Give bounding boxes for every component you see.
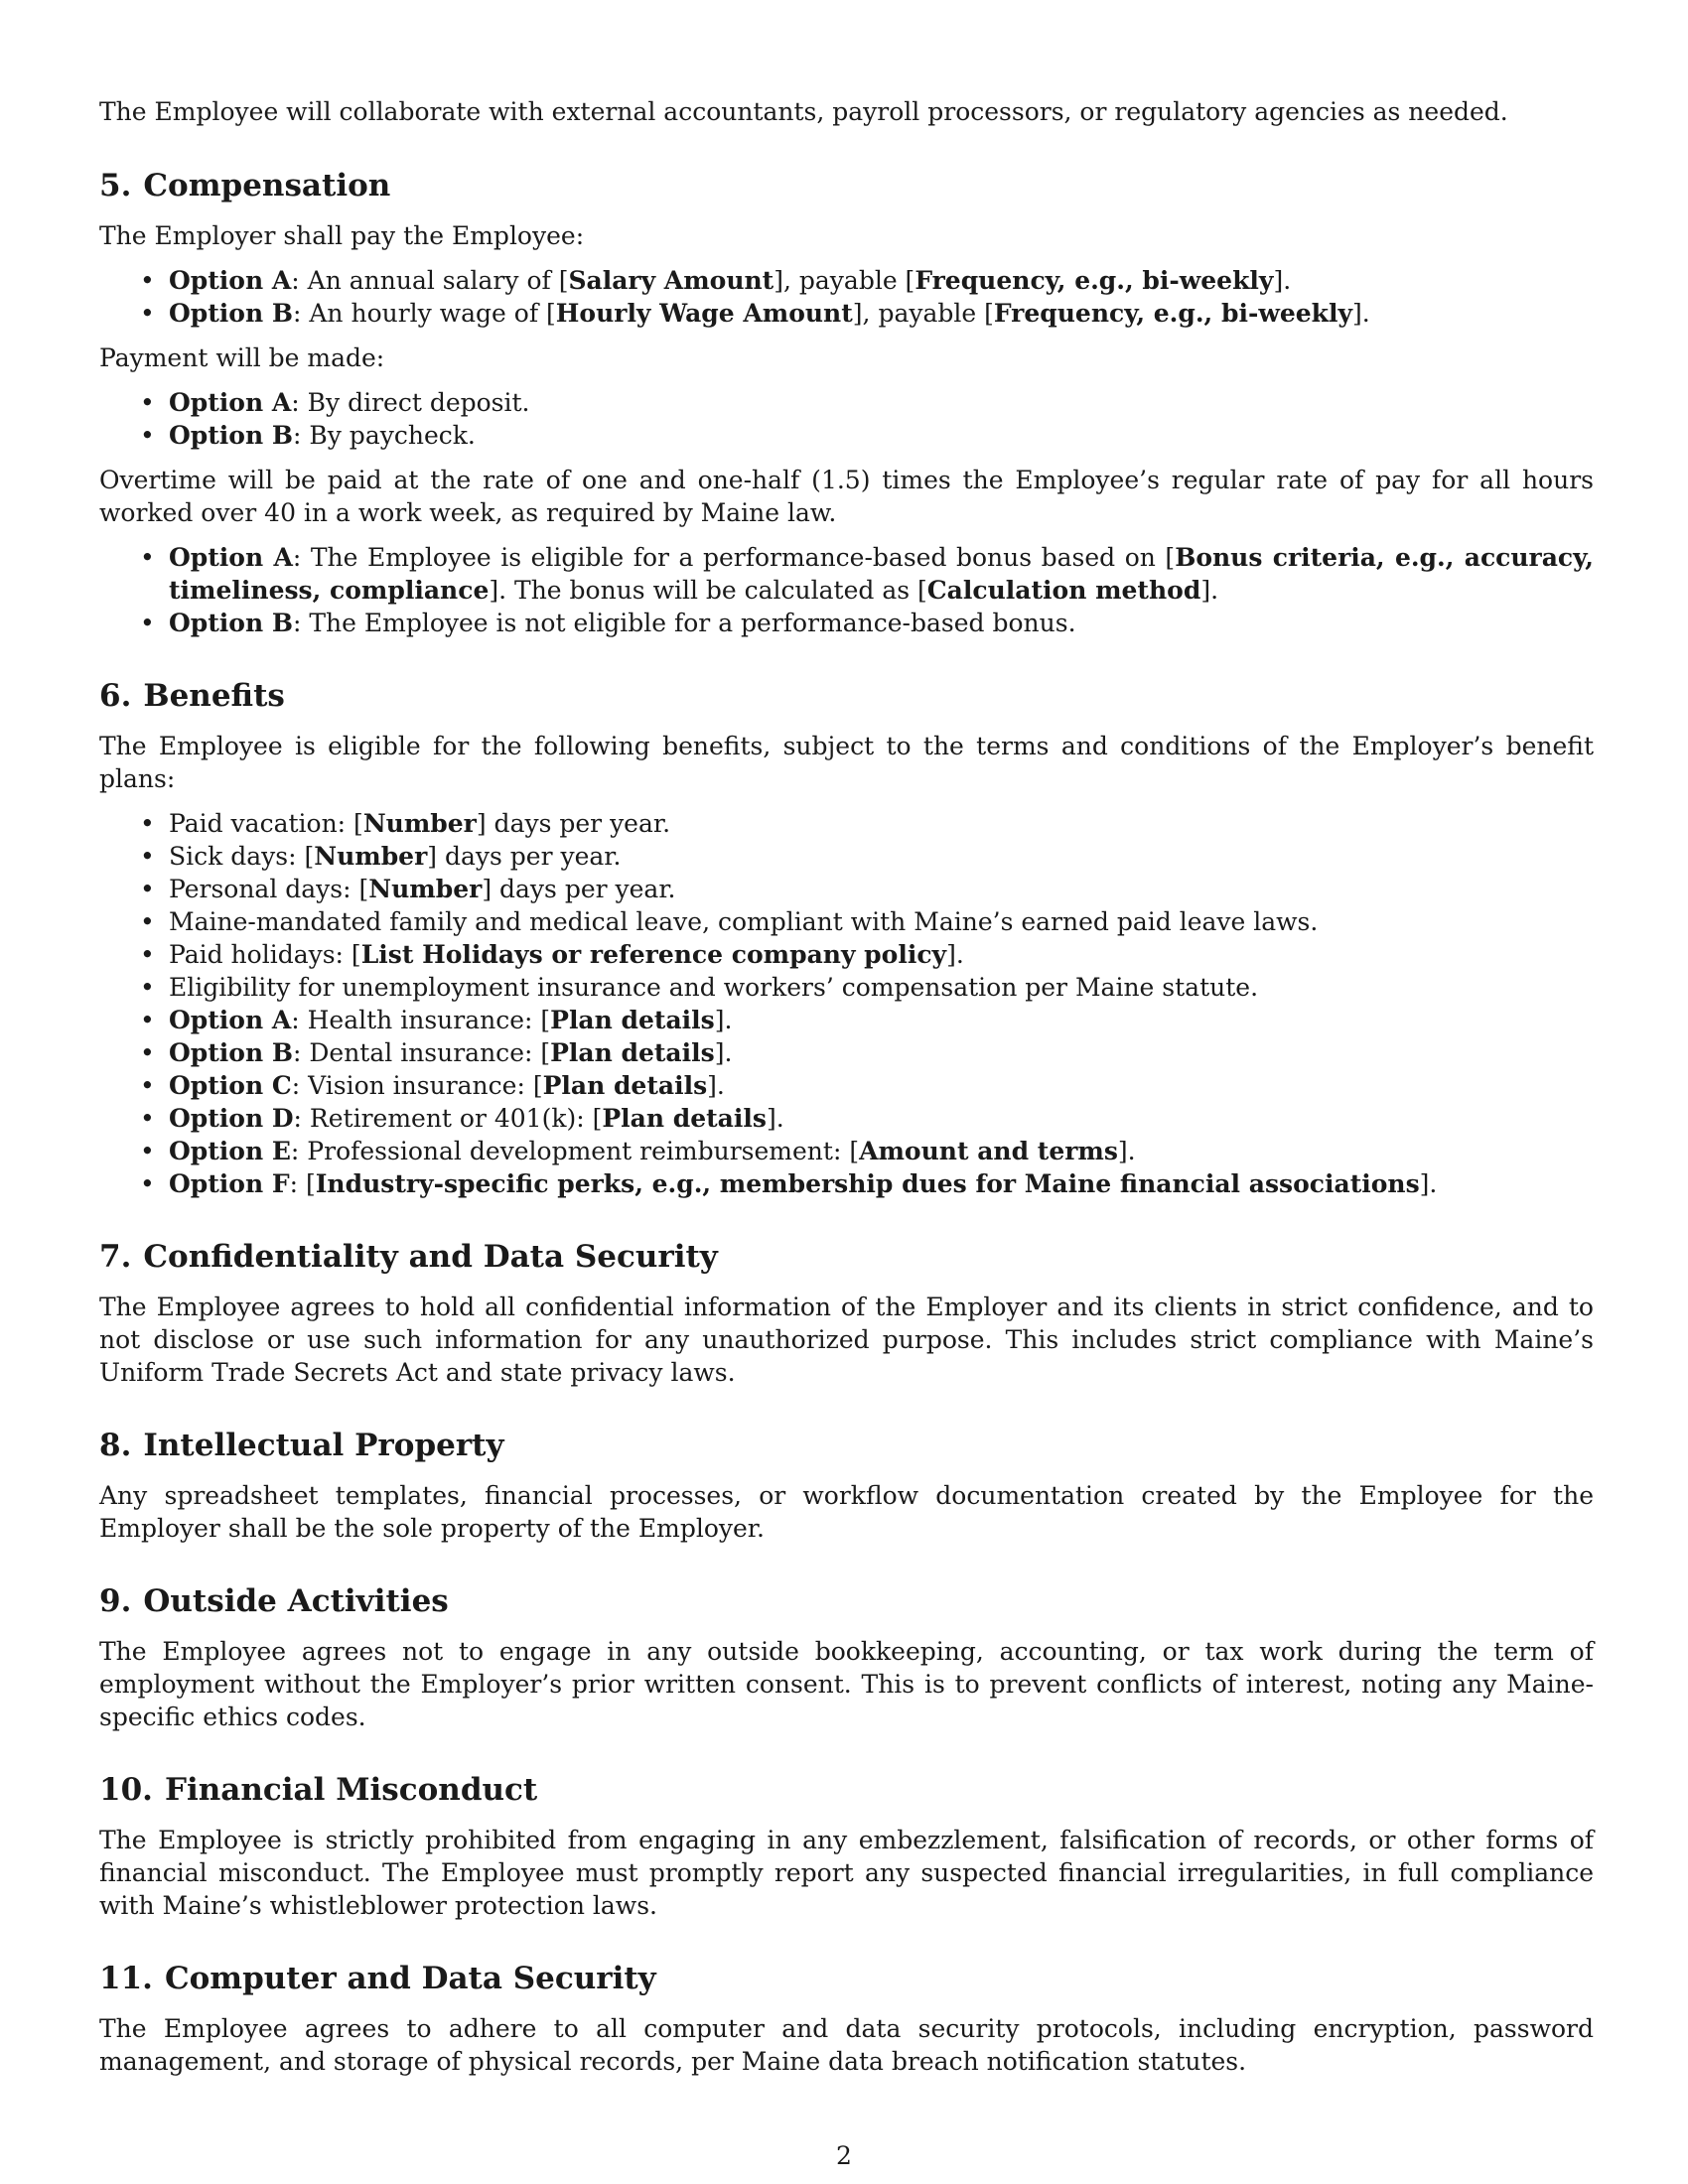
text-run: Sick days: [ xyxy=(169,842,315,871)
section-9 xyxy=(99,1581,1594,1733)
bold-run: Plan details xyxy=(602,1104,767,1133)
bold-run: Bonus criteria, e.g., accuracy, timeliness, compliance xyxy=(169,543,1594,605)
text-run: The Employee agrees to hold all confidential information of the Employer and its clients in strict confidence, and to not disclose or use such information for any unauthorized purpose. This includes strict compliance with Maine’s Uniform Trade Secrets Act and state privacy laws. xyxy=(99,1293,1594,1387)
bold-run: Option A xyxy=(169,266,292,295)
section-5 xyxy=(99,166,1594,639)
list-item xyxy=(99,1069,1594,1102)
bold-run: Option B xyxy=(169,609,293,637)
bullet-list xyxy=(99,541,1594,639)
bold-run: Frequency, e.g., bi-weekly xyxy=(914,266,1274,295)
list-item xyxy=(99,971,1594,1004)
text-run: The Employee agrees not to engage in any outside bookkeeping, accounting, or tax work during the term of employment without the Employer’s prior written consent. This is to prevent conflicts of interest, noting any Maine-specific ethics codes. xyxy=(99,1637,1594,1731)
list-item xyxy=(99,873,1594,905)
list-item xyxy=(99,1135,1594,1167)
body-paragraph xyxy=(99,1635,1594,1733)
body-paragraph xyxy=(99,1291,1594,1389)
bold-run: Option B xyxy=(169,299,293,328)
section-title: Computer and Data Security xyxy=(164,1961,656,1996)
text-run: : Health insurance: [ xyxy=(291,1006,551,1034)
body-paragraph xyxy=(99,464,1594,529)
text-run: The Employee is eligible for the following benefits, subject to the terms and conditions of the Employer’s benefit plans: xyxy=(99,732,1594,793)
bold-run: Plan details xyxy=(542,1071,708,1100)
section-heading xyxy=(99,676,1594,716)
text-run: Maine-mandated family and medical leave, compliant with Maine’s earned paid leave laws. xyxy=(169,907,1319,936)
section-title: Intellectual Property xyxy=(143,1428,504,1463)
bold-run: Calculation method xyxy=(926,576,1201,605)
list-item xyxy=(99,1167,1594,1200)
section-10 xyxy=(99,1770,1594,1922)
text-run: : An hourly wage of [ xyxy=(293,299,556,328)
text-run: : Dental insurance: [ xyxy=(293,1038,551,1067)
body-paragraph xyxy=(99,219,1594,252)
text-run: ] days per year. xyxy=(476,809,671,838)
section-heading xyxy=(99,1426,1594,1465)
bold-run: Number xyxy=(314,842,428,871)
text-run: ]. xyxy=(1273,266,1292,295)
text-run: : The Employee is not eligible for a performance-based bonus. xyxy=(293,609,1076,637)
section-number: 11. xyxy=(99,1961,153,1996)
bold-run: Salary Amount xyxy=(568,266,774,295)
section-heading xyxy=(99,1770,1594,1810)
bold-run: Option A xyxy=(169,543,293,572)
text-run: ]. xyxy=(707,1071,725,1100)
bold-run: Plan details xyxy=(550,1006,715,1034)
list-item xyxy=(99,1036,1594,1069)
list-item xyxy=(99,905,1594,938)
bold-run: Frequency, e.g., bi-weekly xyxy=(993,299,1352,328)
list-item xyxy=(99,607,1594,639)
text-run: Personal days: [ xyxy=(169,875,369,903)
text-run: ] days per year. xyxy=(482,875,676,903)
page-number: 2 xyxy=(836,2141,852,2170)
bold-run: Option C xyxy=(169,1071,292,1100)
section-heading xyxy=(99,1237,1594,1277)
text-run: ] days per year. xyxy=(427,842,622,871)
text-run: : Vision insurance: [ xyxy=(291,1071,543,1100)
section-title: Confidentiality and Data Security xyxy=(143,1239,718,1275)
list-item xyxy=(99,264,1594,297)
text-run: : Professional development reimbursement: [ xyxy=(290,1137,860,1165)
bold-run: Option B xyxy=(169,1038,293,1067)
section-heading xyxy=(99,1581,1594,1621)
section-heading xyxy=(99,166,1594,205)
section-8 xyxy=(99,1426,1594,1545)
text-run: ]. xyxy=(1419,1169,1438,1198)
list-item xyxy=(99,386,1594,419)
section-7 xyxy=(99,1237,1594,1389)
text-run: : Retirement or 401(k): [ xyxy=(293,1104,603,1133)
section-6 xyxy=(99,676,1594,1200)
text-run: ]. xyxy=(714,1038,733,1067)
bold-run: Option B xyxy=(169,421,293,450)
list-item xyxy=(99,938,1594,971)
section-title: Financial Misconduct xyxy=(164,1772,538,1808)
body-paragraph xyxy=(99,2012,1594,2078)
text-run: ]. xyxy=(1352,299,1370,328)
text-run: The Employer shall pay the Employee: xyxy=(99,221,585,250)
bold-run: Industry-specific perks, e.g., membership dues for Maine financial associations xyxy=(315,1169,1420,1198)
text-run: ]. xyxy=(714,1006,733,1034)
section-11 xyxy=(99,1959,1594,2078)
body-paragraph xyxy=(99,341,1594,374)
bold-run: Hourly Wage Amount xyxy=(555,299,853,328)
text-run: Overtime will be paid at the rate of one and one-half (1.5) times the Employee’s regular rate of pay for all hours worked over 40 in a work week, as required by Maine law. xyxy=(99,466,1594,527)
text-run: ], payable [ xyxy=(774,266,915,295)
list-item xyxy=(99,419,1594,452)
text-run: : By direct deposit. xyxy=(291,388,530,417)
section-title: Outside Activities xyxy=(143,1583,449,1619)
section-number: 8. xyxy=(99,1428,132,1463)
section-heading xyxy=(99,1959,1594,1998)
text-run: ]. xyxy=(1200,576,1219,605)
bullet-list xyxy=(99,386,1594,452)
text-run: Eligibility for unemployment insurance and workers’ compensation per Maine statute. xyxy=(169,973,1259,1002)
text-run: Any spreadsheet templates, financial processes, or workflow documentation created by the Employee for the Employer shall be the sole property of the Employer. xyxy=(99,1481,1594,1543)
body-paragraph xyxy=(99,730,1594,795)
section-title: Benefits xyxy=(143,678,285,714)
text-run: : [ xyxy=(289,1169,316,1198)
section-number: 7. xyxy=(99,1239,132,1275)
section-number: 9. xyxy=(99,1583,132,1619)
bold-run: Plan details xyxy=(550,1038,715,1067)
sections-container xyxy=(99,166,1594,2078)
list-item xyxy=(99,1004,1594,1036)
text-run: Paid holidays: [ xyxy=(169,940,361,969)
text-run: ]. xyxy=(1117,1137,1136,1165)
bold-run: Amount and terms xyxy=(859,1137,1118,1165)
list-item xyxy=(99,541,1594,607)
bold-run: List Holidays or reference company policy xyxy=(360,940,947,969)
section-number: 6. xyxy=(99,678,132,714)
bold-run: Option F xyxy=(169,1169,290,1198)
bold-run: Option A xyxy=(169,388,292,417)
text-run: Paid vacation: [ xyxy=(169,809,363,838)
document-page xyxy=(99,95,1594,2115)
text-run: Payment will be made: xyxy=(99,343,385,372)
text-run: ]. xyxy=(946,940,964,969)
body-paragraph xyxy=(99,1479,1594,1545)
section-number: 10. xyxy=(99,1772,153,1808)
text-run: ]. The bonus will be calculated as [ xyxy=(489,576,927,605)
bold-run: Option E xyxy=(169,1137,291,1165)
text-run: The Employee is strictly prohibited from engaging in any embezzlement, falsification of records, or other forms of financial misconduct. The Employee must promptly report any suspected financial irregularities, in full compliance with Maine’s whistleblower protection laws. xyxy=(99,1826,1594,1920)
text-run: ]. xyxy=(766,1104,784,1133)
list-item xyxy=(99,807,1594,840)
body-paragraph xyxy=(99,1824,1594,1922)
text-run: : The Employee is eligible for a performance-based bonus based on [ xyxy=(292,543,1176,572)
bold-run: Option D xyxy=(169,1104,294,1133)
bullet-list xyxy=(99,807,1594,1200)
list-item xyxy=(99,840,1594,873)
bullet-list xyxy=(99,264,1594,330)
section-title: Compensation xyxy=(143,168,391,204)
intro-paragraph: The Employee will collaborate with external accountants, payroll processors, or regulatory agencies as needed. xyxy=(99,97,1508,126)
bold-run: Option A xyxy=(169,1006,292,1034)
bold-run: Number xyxy=(368,875,483,903)
text-run: ], payable [ xyxy=(852,299,994,328)
text-run: : An annual salary of [ xyxy=(291,266,569,295)
section-number: 5. xyxy=(99,168,132,204)
bold-run: Number xyxy=(362,809,477,838)
list-item xyxy=(99,1102,1594,1135)
text-run: The Employee agrees to adhere to all computer and data security protocols, including encryption, password management, and storage of physical records, per Maine data breach notification statutes. xyxy=(99,2014,1594,2076)
list-item xyxy=(99,297,1594,330)
text-run: : By paycheck. xyxy=(293,421,476,450)
